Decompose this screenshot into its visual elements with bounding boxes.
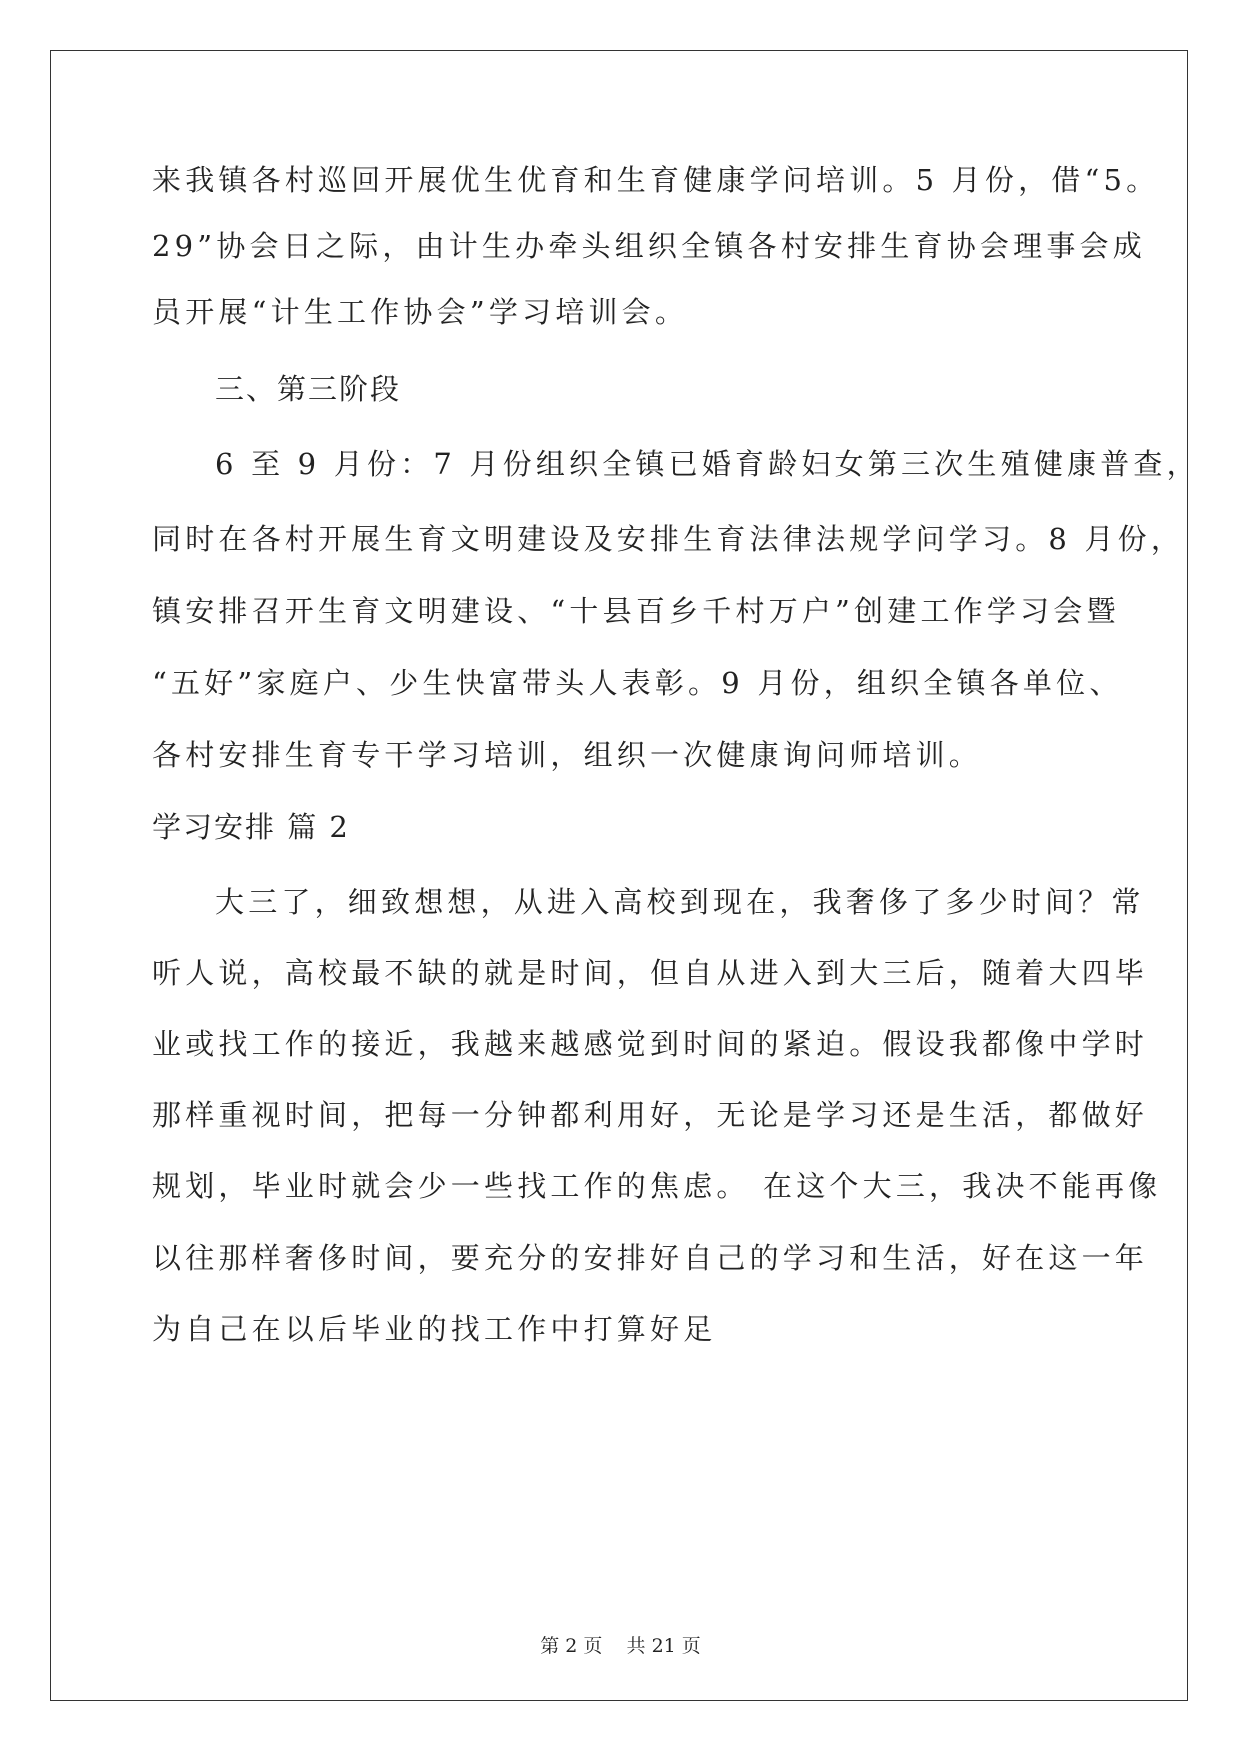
text-line: 来我镇各村巡回开展优生优育和生育健康学问培训。5 月份，借“5。	[152, 163, 1160, 197]
text-line: 大三了，细致想想，从进入高校到现在，我奢侈了多少时间？常	[215, 885, 1145, 919]
text-line: 6 至 9 月份：7 月份组织全镇已婚育龄妇女第三次生殖健康普查，	[215, 447, 1200, 481]
section-heading: 三、第三阶段	[215, 372, 402, 406]
text-line: 以往那样奢侈时间，要充分的安排好自己的学习和生活，好在这一年	[152, 1241, 1149, 1275]
page-number: 第 2 页 共 21 页	[540, 1635, 701, 1657]
text-line: 那样重视时间，把每一分钟都利用好，无论是学习还是生活，都做好	[152, 1098, 1149, 1132]
text-line: 业或找工作的接近，我越来越感觉到时间的紧迫。假设我都像中学时	[152, 1027, 1149, 1061]
text-line: 同时在各村开展生育文明建设及安排生育法律法规学问学习。8 月份，	[152, 522, 1185, 556]
text-line: 为自己在以后毕业的找工作中打算好足	[152, 1312, 717, 1346]
text-line: 镇安排召开生育文明建设、“十县百乡千村万户”创建工作学习会暨	[152, 594, 1120, 628]
text-line: 各村安排生育专干学习培训，组织一次健康询问师培训。	[152, 738, 983, 772]
text-line: “五好”家庭户、少生快富带头人表彰。9 月份，组织全镇各单位、	[152, 666, 1123, 700]
article-heading: 学习安排 篇 2	[152, 810, 350, 844]
text-line: 听人说，高校最不缺的就是时间，但自从进入到大三后，随着大四毕	[152, 956, 1149, 990]
text-line: 规划，毕业时就会少一些找工作的焦虑。 在这个大三，我决不能再像	[152, 1169, 1162, 1203]
text-line: 员开展“计生工作协会”学习培训会。	[152, 295, 689, 329]
text-line: 29”协会日之际，由计生办牵头组织全镇各村安排生育协会理事会成	[152, 229, 1146, 263]
